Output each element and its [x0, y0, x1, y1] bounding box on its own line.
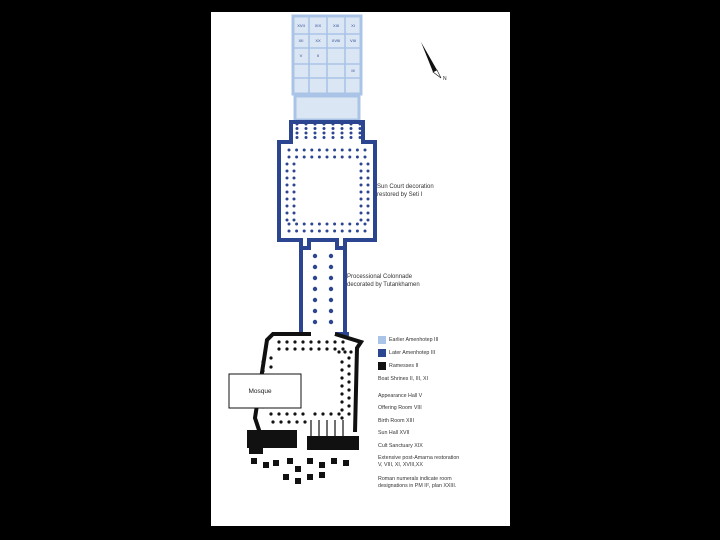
obelisk-base — [319, 472, 325, 478]
court-column — [326, 230, 329, 233]
forecourt-column — [293, 347, 296, 350]
court-column — [326, 223, 329, 226]
court-column — [333, 230, 336, 233]
court-column — [360, 219, 363, 222]
forecourt-column — [309, 347, 312, 350]
court-column — [367, 198, 370, 201]
hypostyle-column — [314, 136, 317, 139]
forecourt-column — [347, 396, 350, 399]
hypostyle-column — [350, 132, 353, 135]
colonnade-column — [329, 309, 333, 313]
court-column — [286, 184, 289, 187]
court-column — [341, 149, 344, 152]
colonnade-column — [313, 320, 317, 324]
court-column — [303, 156, 306, 159]
forecourt-column — [333, 347, 336, 350]
forecourt-column — [347, 380, 350, 383]
forecourt-column — [317, 340, 320, 343]
obelisk-base — [307, 474, 313, 480]
court-column — [286, 191, 289, 194]
colonnade-column — [329, 276, 333, 280]
court-column — [326, 149, 329, 152]
court-column — [293, 191, 296, 194]
court-column — [364, 230, 367, 233]
court-column — [286, 219, 289, 222]
forecourt-column — [271, 420, 274, 423]
colonnade-column — [313, 298, 317, 302]
court-column — [341, 156, 344, 159]
forecourt-column — [343, 350, 346, 353]
north-letter: N — [443, 76, 447, 82]
court-column — [333, 149, 336, 152]
hypostyle-column — [341, 132, 344, 135]
room-numeral: XX — [315, 38, 321, 43]
court-column — [367, 212, 370, 215]
hypostyle-column — [350, 127, 353, 130]
forecourt-column — [347, 356, 350, 359]
obelisk-base — [307, 458, 313, 464]
hypostyle-column — [314, 132, 317, 135]
court-column — [367, 184, 370, 187]
forecourt-column — [337, 350, 340, 353]
court-column — [293, 170, 296, 173]
forecourt-column — [293, 340, 296, 343]
forecourt-column — [309, 340, 312, 343]
court-column — [367, 177, 370, 180]
court-column — [310, 223, 313, 226]
colonnade-column — [329, 320, 333, 324]
hypostyle-column — [305, 136, 308, 139]
colonnade-column — [313, 309, 317, 313]
obelisk-base — [331, 458, 337, 464]
hypostyle-column — [296, 132, 299, 135]
forecourt-column — [341, 340, 344, 343]
court-column — [286, 177, 289, 180]
court-column — [360, 205, 363, 208]
forecourt-column — [347, 364, 350, 367]
vestibule — [295, 96, 359, 120]
court-column — [295, 156, 298, 159]
forecourt-column — [277, 412, 280, 415]
court-column — [348, 230, 351, 233]
hypostyle-column — [332, 127, 335, 130]
forecourt-column — [347, 404, 350, 407]
court-column — [360, 191, 363, 194]
court-column — [348, 156, 351, 159]
forecourt-column — [337, 412, 340, 415]
forecourt-column — [325, 340, 328, 343]
court-column — [367, 205, 370, 208]
legend-label: Earlier Amenhotep III — [389, 337, 439, 343]
legend-room-entry: Boat Shrines II, III, XI — [378, 376, 429, 382]
colonnade-column — [329, 254, 333, 258]
court-column — [293, 212, 296, 215]
legend-room-entry: Cult Sanctuary XIX — [378, 443, 423, 449]
court-column — [303, 230, 306, 233]
hypostyle-column — [305, 127, 308, 130]
mosque-label: Mosque — [248, 388, 272, 395]
forecourt-column — [277, 340, 280, 343]
court-column — [318, 223, 321, 226]
colonnade-column — [313, 287, 317, 291]
pylon-east — [307, 436, 359, 450]
court-column — [360, 198, 363, 201]
legend-room-entry: Extensive post-Amarna restoration V, VIII, XI, XVIII,XX — [378, 455, 460, 468]
legend-swatch — [378, 349, 386, 357]
court-column — [293, 198, 296, 201]
legend-room-entry: Sun Hall XVII — [378, 430, 410, 436]
colonnade-column — [313, 265, 317, 269]
court-column — [295, 149, 298, 152]
hypostyle-column — [323, 127, 326, 130]
court-column — [310, 149, 313, 152]
legend-room-entry: Appearance Hall V — [378, 393, 423, 399]
legend-swatch — [378, 362, 386, 370]
court-column — [293, 205, 296, 208]
court-column — [360, 212, 363, 215]
hypostyle-column — [332, 136, 335, 139]
forecourt-column — [303, 420, 306, 423]
hypostyle-column — [350, 136, 353, 139]
court-column — [356, 223, 359, 226]
obelisk-base — [283, 474, 289, 480]
legend-room-entry: Offering Room VIII — [378, 405, 422, 411]
forecourt-column — [347, 372, 350, 375]
colonnade-column — [313, 276, 317, 280]
court-column — [360, 177, 363, 180]
room-numeral: XI — [351, 23, 355, 28]
sanctuary-block — [293, 16, 361, 120]
forecourt-column — [340, 392, 343, 395]
court-column — [303, 223, 306, 226]
forecourt-column — [285, 340, 288, 343]
legend-label: Later Amenhotep III — [389, 350, 436, 356]
forecourt-column — [301, 340, 304, 343]
forecourt-column — [340, 408, 343, 411]
legend-label: Ramesses II — [389, 363, 419, 369]
colonnade-note: Processional Colonnade decorated by Tutankhamen — [347, 274, 420, 288]
room-numeral: XVIII — [331, 38, 341, 43]
hypostyle-column — [332, 132, 335, 135]
court-column — [318, 156, 321, 159]
obelisk-base — [273, 460, 279, 466]
court-column — [286, 163, 289, 166]
forecourt-column — [293, 412, 296, 415]
forecourt-column — [313, 412, 316, 415]
hypostyle-column — [296, 127, 299, 130]
court-column — [367, 170, 370, 173]
court-column — [288, 156, 291, 159]
court-column — [295, 230, 298, 233]
obelisk-base — [287, 458, 293, 464]
obelisk-base — [251, 458, 257, 464]
court-column — [360, 184, 363, 187]
colonnade-column — [313, 254, 317, 258]
court-column — [318, 230, 321, 233]
court-column — [356, 156, 359, 159]
room-numeral: II — [316, 53, 320, 58]
court-column — [286, 205, 289, 208]
forecourt-column — [347, 388, 350, 391]
obelisk-base — [343, 460, 349, 466]
room-numeral: XIX — [314, 23, 322, 28]
court-column — [364, 149, 367, 152]
hypostyle-column — [305, 132, 308, 135]
court-column — [360, 163, 363, 166]
court-column — [356, 149, 359, 152]
room-numeral: XIII — [332, 23, 340, 28]
forecourt-column — [340, 360, 343, 363]
court-column — [303, 149, 306, 152]
forecourt-column — [340, 384, 343, 387]
hypostyle-column — [341, 136, 344, 139]
forecourt-column — [333, 340, 336, 343]
forecourt-column — [317, 347, 320, 350]
court-column — [364, 156, 367, 159]
obelisk-base — [295, 466, 301, 472]
hypostyle-column — [323, 132, 326, 135]
court-column — [286, 198, 289, 201]
forecourt-column — [277, 347, 280, 350]
hypostyle-column — [341, 127, 344, 130]
court-column — [333, 223, 336, 226]
temple-plan — [211, 12, 510, 526]
colonnade-column — [329, 287, 333, 291]
forecourt-column — [285, 412, 288, 415]
forecourt-column — [301, 412, 304, 415]
court-column — [286, 170, 289, 173]
court-column — [367, 191, 370, 194]
forecourt-column — [269, 412, 272, 415]
forecourt-column — [347, 412, 350, 415]
forecourt-column — [295, 420, 298, 423]
room-numeral: XVII — [297, 23, 305, 28]
pylon-strip — [249, 448, 263, 454]
colonnade-column — [329, 298, 333, 302]
court-column — [310, 230, 313, 233]
forecourt-column — [269, 356, 272, 359]
hypostyle-column — [323, 136, 326, 139]
court-column — [295, 223, 298, 226]
court-column — [288, 149, 291, 152]
forecourt-column — [285, 347, 288, 350]
legend-room-entry: Roman numerals indicate room designations in PM II², plan XXIII. — [378, 476, 457, 489]
forecourt-column — [340, 400, 343, 403]
court-column — [326, 156, 329, 159]
obelisk-base — [295, 478, 301, 484]
court-column — [367, 219, 370, 222]
court-column — [293, 184, 296, 187]
court-column — [288, 223, 291, 226]
forecourt-column — [340, 376, 343, 379]
pylon-west — [247, 430, 297, 448]
hypostyle-column — [314, 127, 317, 130]
court-column — [348, 149, 351, 152]
court-column — [293, 219, 296, 222]
court-column — [360, 170, 363, 173]
forecourt-column — [287, 420, 290, 423]
court-column — [293, 163, 296, 166]
forecourt-column — [321, 412, 324, 415]
court-column — [356, 230, 359, 233]
court-column — [348, 223, 351, 226]
room-numeral: V — [299, 53, 303, 58]
north-arrow-icon — [421, 42, 441, 78]
court-column — [286, 212, 289, 215]
forecourt-column — [349, 350, 352, 353]
forecourt-column — [340, 368, 343, 371]
forecourt-column — [301, 347, 304, 350]
court-column — [333, 156, 336, 159]
room-numeral: XII — [298, 38, 304, 43]
forecourt-column — [269, 365, 272, 368]
court-column — [367, 163, 370, 166]
forecourt-column — [341, 347, 344, 350]
forecourt-column — [329, 412, 332, 415]
hypostyle-column — [296, 136, 299, 139]
court-column — [341, 230, 344, 233]
obelisk-base — [263, 462, 269, 468]
room-numeral: III — [351, 68, 355, 73]
court-column — [341, 223, 344, 226]
legend-swatch — [378, 336, 386, 344]
plan-sheet — [211, 12, 510, 526]
sun-court-note: Sun Court decoration restored by Seti I — [377, 184, 434, 198]
court-column — [293, 177, 296, 180]
legend-room-entry: Birth Room XIII — [378, 418, 414, 424]
forecourt-column — [325, 347, 328, 350]
forecourt-column — [279, 420, 282, 423]
obelisk-base — [319, 462, 325, 468]
court-column — [288, 230, 291, 233]
forecourt-column — [340, 416, 343, 419]
court-column — [318, 149, 321, 152]
colonnade-column — [329, 265, 333, 269]
room-numeral: VIII — [349, 38, 357, 43]
court-column — [364, 223, 367, 226]
court-column — [310, 156, 313, 159]
